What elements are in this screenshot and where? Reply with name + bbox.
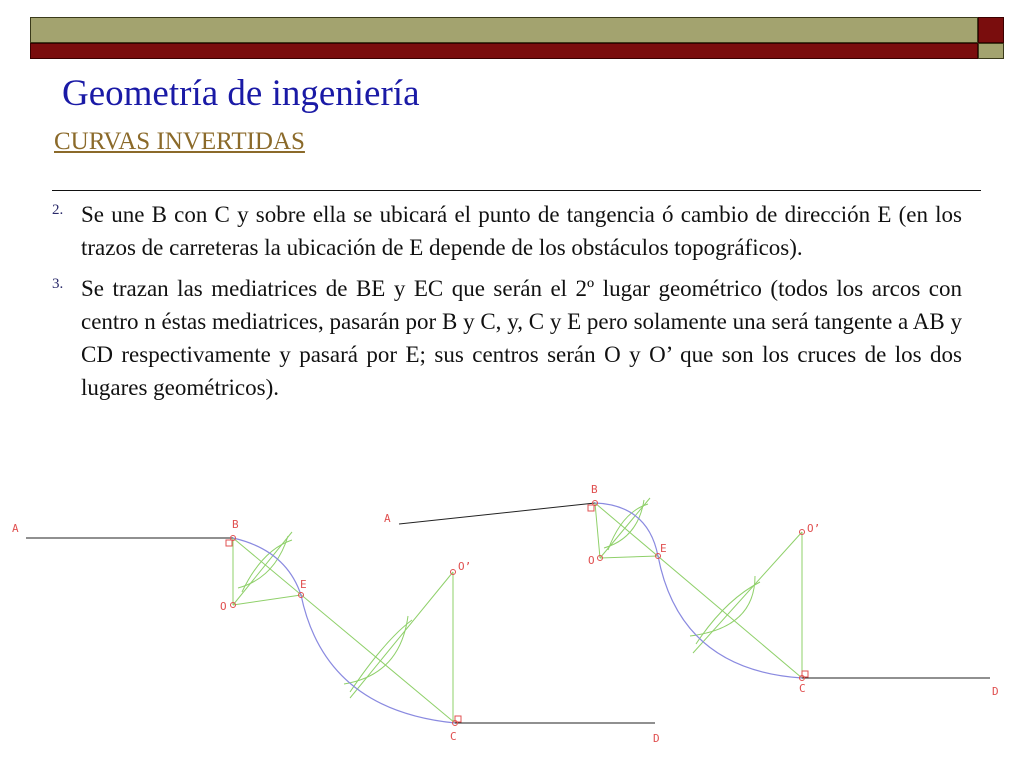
header-corner-square-top [978, 17, 1004, 43]
right-angle-b [588, 505, 594, 511]
mediatrix-ec [693, 532, 802, 653]
slide-title: Geometría de ingeniería [62, 73, 420, 114]
radius-oe [233, 595, 301, 605]
arc-ec-1 [350, 620, 412, 692]
label-c: C [450, 730, 457, 743]
slide-subtitle: CURVAS INVERTIDAS [54, 128, 305, 155]
label-o: O [220, 600, 227, 613]
header-bar-top [30, 17, 978, 43]
list-item [52, 272, 962, 404]
label-e: E [300, 578, 307, 591]
label-a: A [12, 522, 19, 535]
mediatrix-ec [350, 572, 453, 698]
list-item-number: 3. [52, 276, 64, 292]
label-c: C [799, 682, 806, 695]
label-o2: O’ [458, 560, 472, 573]
list-item-text: Se trazan las mediatrices de BE y EC que serán el 2º lugar geométrico (todos los arcos con centro n éstas mediatrices, pasarán por B y C, y, C y E pero solamente una será tangente a AB y CD respectivamente y pasará por E; sus centros serán O y O’ que son los cruces de los dos lugares geométricos). [81, 276, 962, 400]
arc-ec-2 [690, 576, 755, 636]
construction-figures [0, 470, 1024, 768]
figure-left [12, 518, 660, 745]
list-item-number: 2. [52, 202, 64, 218]
label-d: D [992, 685, 999, 698]
list-item-text: Se une B con C y sobre ella se ubicará el punto de tangencia ó cambio de dirección E (en los trazos de carreteras la ubicación de E depende de los obstáculos topográficos). [81, 202, 962, 260]
steps-list [52, 198, 962, 412]
label-o: O [588, 554, 595, 567]
label-b: B [591, 483, 598, 496]
divider-line [52, 190, 981, 191]
label-b: B [232, 518, 239, 531]
label-a: A [384, 512, 391, 525]
figure-right [384, 483, 999, 698]
chord-bc [595, 503, 802, 678]
tangent-line-ab [399, 503, 595, 524]
label-e: E [660, 542, 667, 555]
radius-oe [600, 556, 658, 558]
right-angle-b [226, 540, 232, 546]
header-bar-bottom [30, 43, 978, 59]
mediatrix-be [233, 532, 292, 605]
header-corner-square-bottom [978, 43, 1004, 59]
label-o2: O’ [807, 522, 821, 535]
label-d: D [653, 732, 660, 745]
chord-bc [233, 538, 455, 723]
radius-ob [595, 503, 600, 558]
arc-ec-2 [344, 616, 408, 684]
arc-be-2 [604, 500, 644, 548]
list-item [52, 198, 962, 264]
